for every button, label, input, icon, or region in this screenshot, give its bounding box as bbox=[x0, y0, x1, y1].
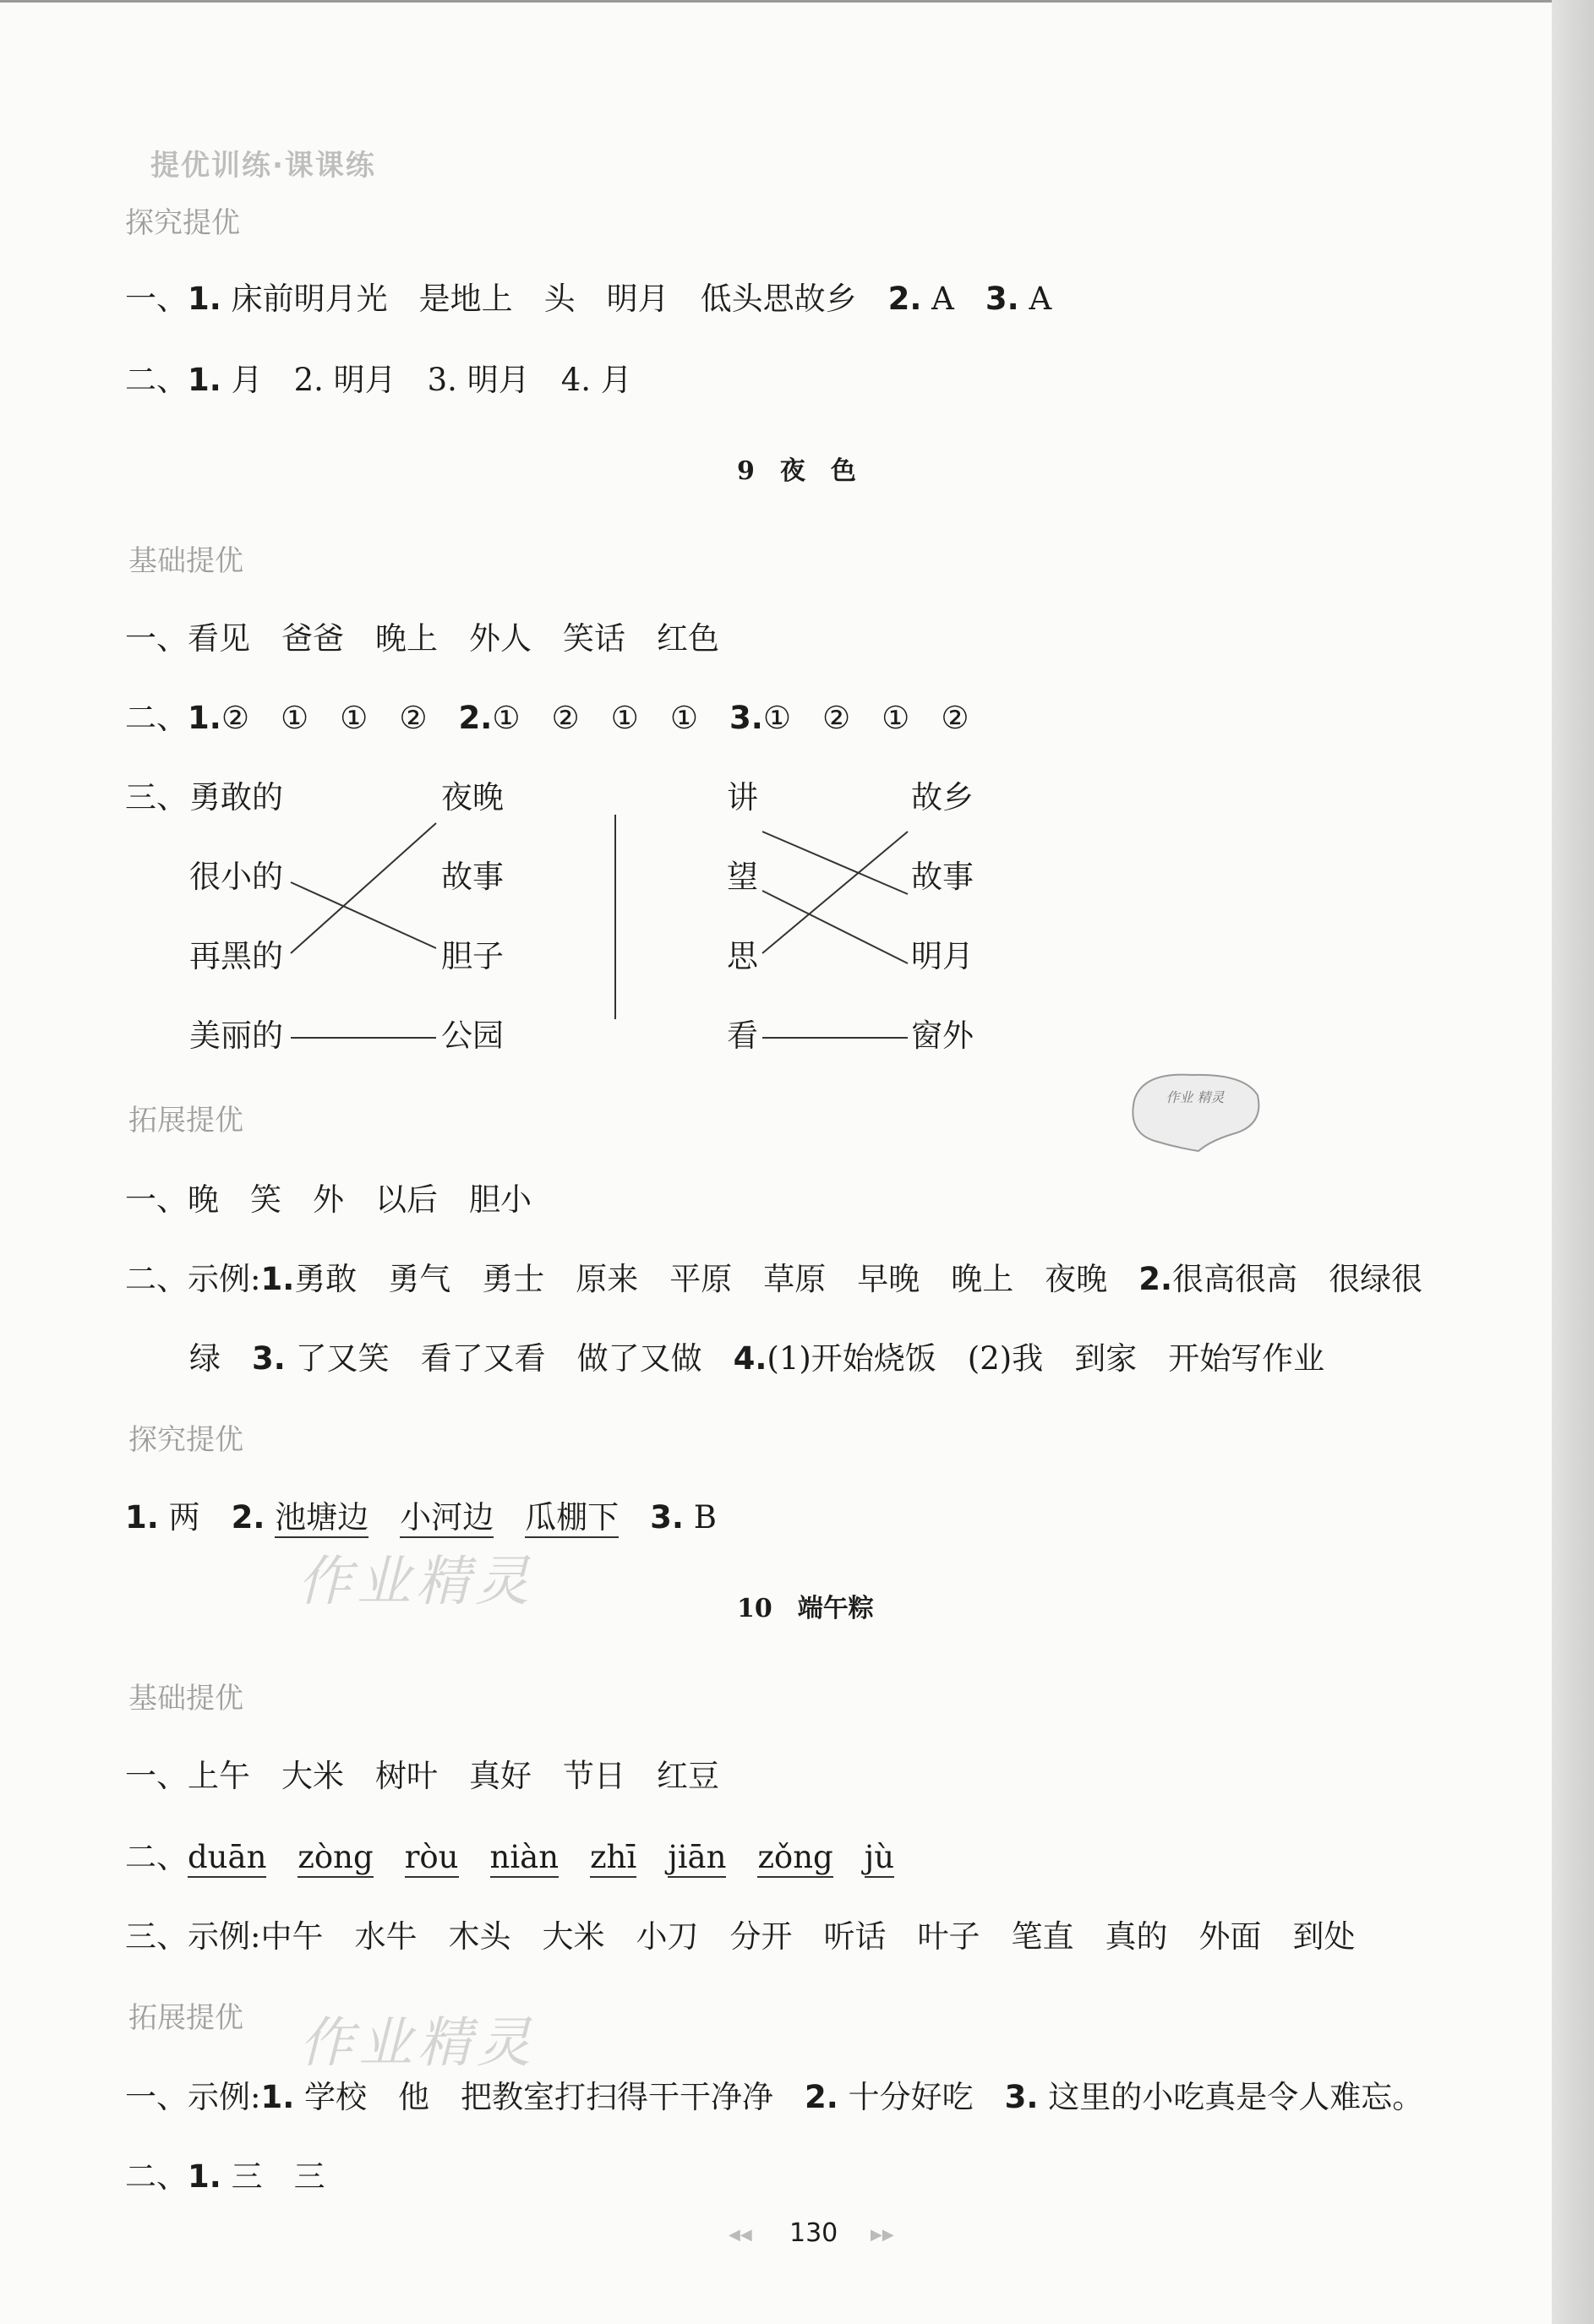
section-explore-9: 探究提优 bbox=[128, 1423, 243, 1457]
explore-line-2-text: 月 2. 明月 3. 明月 4. 月 bbox=[231, 362, 632, 398]
basic9-line-2: 二、1.② ① ① ② 2.① ② ① ① 3.① ② ① ② bbox=[125, 700, 969, 736]
x9-2-b: 小河边 bbox=[400, 1499, 494, 1538]
ext9-2-2-cont: 绿 bbox=[189, 1340, 252, 1377]
x9-1: 两 bbox=[168, 1499, 200, 1536]
section-ext-10: 拓展提优 bbox=[128, 2001, 243, 2035]
pinyin-3: ròu bbox=[405, 1839, 459, 1878]
match-left-4: 美丽的 bbox=[189, 1017, 283, 1054]
match2-right-3: 明月 bbox=[911, 938, 974, 974]
q2-answer: A bbox=[931, 281, 954, 317]
basic9-line-1: 一、看见 爸爸 晚上 外人 笑话 红色 bbox=[125, 620, 719, 657]
lesson-10-title: 10 端午粽 bbox=[737, 1594, 874, 1623]
ext9-2-2: 很高很高 很绿很 bbox=[1172, 1261, 1423, 1297]
match-line-jiang bbox=[762, 832, 908, 894]
match-line-si bbox=[762, 832, 908, 953]
explore9-line: 1. 两 2. 池塘边 小河边 瓜棚下 3. B bbox=[125, 1498, 717, 1538]
x9-2-c: 瓜棚下 bbox=[525, 1499, 619, 1538]
match2-right-2: 故事 bbox=[911, 859, 974, 895]
watermark-2: 作业精灵 bbox=[299, 2012, 536, 2075]
page-prev-arrows: ◀◀ bbox=[729, 2226, 752, 2244]
watermark-1: 作业精灵 bbox=[298, 1551, 534, 1613]
b9-2-1: ② ① ① ② bbox=[221, 700, 428, 736]
q1-answer: 床前明月光 是地上 头 明月 低头思故乡 bbox=[231, 281, 857, 317]
match-line-small-courage bbox=[291, 882, 436, 948]
match2-right-4: 窗外 bbox=[911, 1017, 974, 1054]
page-next-arrows: ▶▶ bbox=[871, 2226, 894, 2244]
match2-left-2: 望 bbox=[727, 859, 758, 895]
x9-2-a: 池塘边 bbox=[275, 1499, 368, 1538]
b9-2-3: ① ② ① ② bbox=[762, 700, 969, 736]
basic10-line-1: 一、上午 大米 树叶 真好 节日 红豆 bbox=[125, 1758, 719, 1794]
explore-line-1: 一、1. 床前明月光 是地上 头 明月 低头思故乡 2. A 3. A bbox=[125, 281, 1052, 317]
match2-left-1: 讲 bbox=[727, 779, 758, 816]
ext10-line-1: 一、示例:1. 学校 他 把教室打扫得干干净净 2. 十分好吃 3. 这里的小吃真是令人难忘。 bbox=[125, 2079, 1424, 2115]
match-left-2: 很小的 bbox=[189, 859, 283, 895]
match-left-3: 再黑的 bbox=[189, 938, 283, 974]
ext9-line-2: 二、示例:1.勇敢 勇气 勇士 原来 平原 草原 早晚 晚上 夜晚 2.很高很高 很绿很 bbox=[125, 1261, 1423, 1297]
section-ext-9: 拓展提优 bbox=[128, 1104, 243, 1137]
ext9-line-3: 绿 3. 了又笑 看了又看 做了又做 4.(1)开始烧饭 (2)我 到家 开始写作业 bbox=[189, 1340, 1325, 1377]
match-line-dark-night bbox=[291, 823, 436, 953]
section-basic-9: 基础提优 bbox=[128, 544, 243, 578]
ext9-example: 二、示例: bbox=[125, 1261, 261, 1297]
ext10-line-2: 二、1. 三 三 bbox=[125, 2158, 325, 2195]
ext10-1-1: 学校 他 把教室打扫得干干净净 bbox=[304, 2079, 774, 2115]
pinyin-6: jiān bbox=[668, 1839, 726, 1878]
basic10-line-3: 三、示例:中午 水牛 木头 大米 小刀 分开 听话 叶子 笔直 真的 外面 到处 bbox=[125, 1918, 1356, 1955]
ext9-2-1: 勇敢 勇气 勇士 原来 平原 草原 早晚 晚上 夜晚 bbox=[294, 1261, 1108, 1297]
section-basic-10: 基础提优 bbox=[128, 1682, 243, 1716]
page-number: 130 bbox=[789, 2218, 838, 2248]
ext10-2-1: 三 三 bbox=[231, 2158, 325, 2195]
match2-left-4: 看 bbox=[727, 1017, 758, 1054]
match-left-1: 勇敢的 bbox=[189, 779, 283, 816]
lesson-9-title: 9 夜 色 bbox=[737, 456, 856, 486]
q3-answer: A bbox=[1029, 281, 1052, 317]
basic10-line-2: 二、duān zòng ròu niàn zhī jiān zǒng jù bbox=[125, 1837, 894, 1878]
match-right-1: 夜晚 bbox=[441, 779, 504, 816]
b9-2-2: ① ② ① ① bbox=[492, 700, 698, 736]
match2-right-1: 故乡 bbox=[911, 779, 974, 816]
match-line-wang bbox=[762, 891, 908, 963]
pinyin-8: jù bbox=[865, 1839, 894, 1878]
match2-left-3: 思 bbox=[727, 938, 758, 974]
match-right-2: 故事 bbox=[441, 859, 504, 895]
section-explore: 探究提优 bbox=[125, 206, 240, 240]
pinyin-7: zǒng bbox=[757, 1839, 832, 1878]
match-right-3: 胆子 bbox=[441, 938, 504, 974]
pinyin-1: duān bbox=[188, 1839, 266, 1878]
pinyin-2: zòng bbox=[298, 1839, 373, 1878]
ext9-2-3: 了又笑 看了又看 做了又做 bbox=[295, 1340, 702, 1377]
pinyin-5: zhī bbox=[590, 1839, 636, 1878]
match-prefix: 三、 bbox=[125, 779, 188, 816]
stamp-text: 作业 精灵 bbox=[1165, 1089, 1225, 1105]
ext10-1-2: 十分好吃 bbox=[848, 2079, 974, 2115]
x9-3: B bbox=[693, 1499, 717, 1536]
pinyin-4: niàn bbox=[490, 1839, 560, 1878]
page-header: 提优训练·课课练 bbox=[150, 149, 376, 183]
ext9-2-4: (1)开始烧饭 (2)我 到家 开始写作业 bbox=[767, 1340, 1325, 1377]
ext9-line-1: 一、晚 笑 外 以后 胆小 bbox=[125, 1181, 532, 1218]
stamp-logo bbox=[1117, 1067, 1266, 1154]
explore-line-2: 二、1. 月 2. 明月 3. 明月 4. 月 bbox=[125, 362, 632, 398]
match-right-4: 公园 bbox=[441, 1017, 504, 1054]
ext10-1-3: 这里的小吃真是令人难忘。 bbox=[1048, 2079, 1424, 2115]
